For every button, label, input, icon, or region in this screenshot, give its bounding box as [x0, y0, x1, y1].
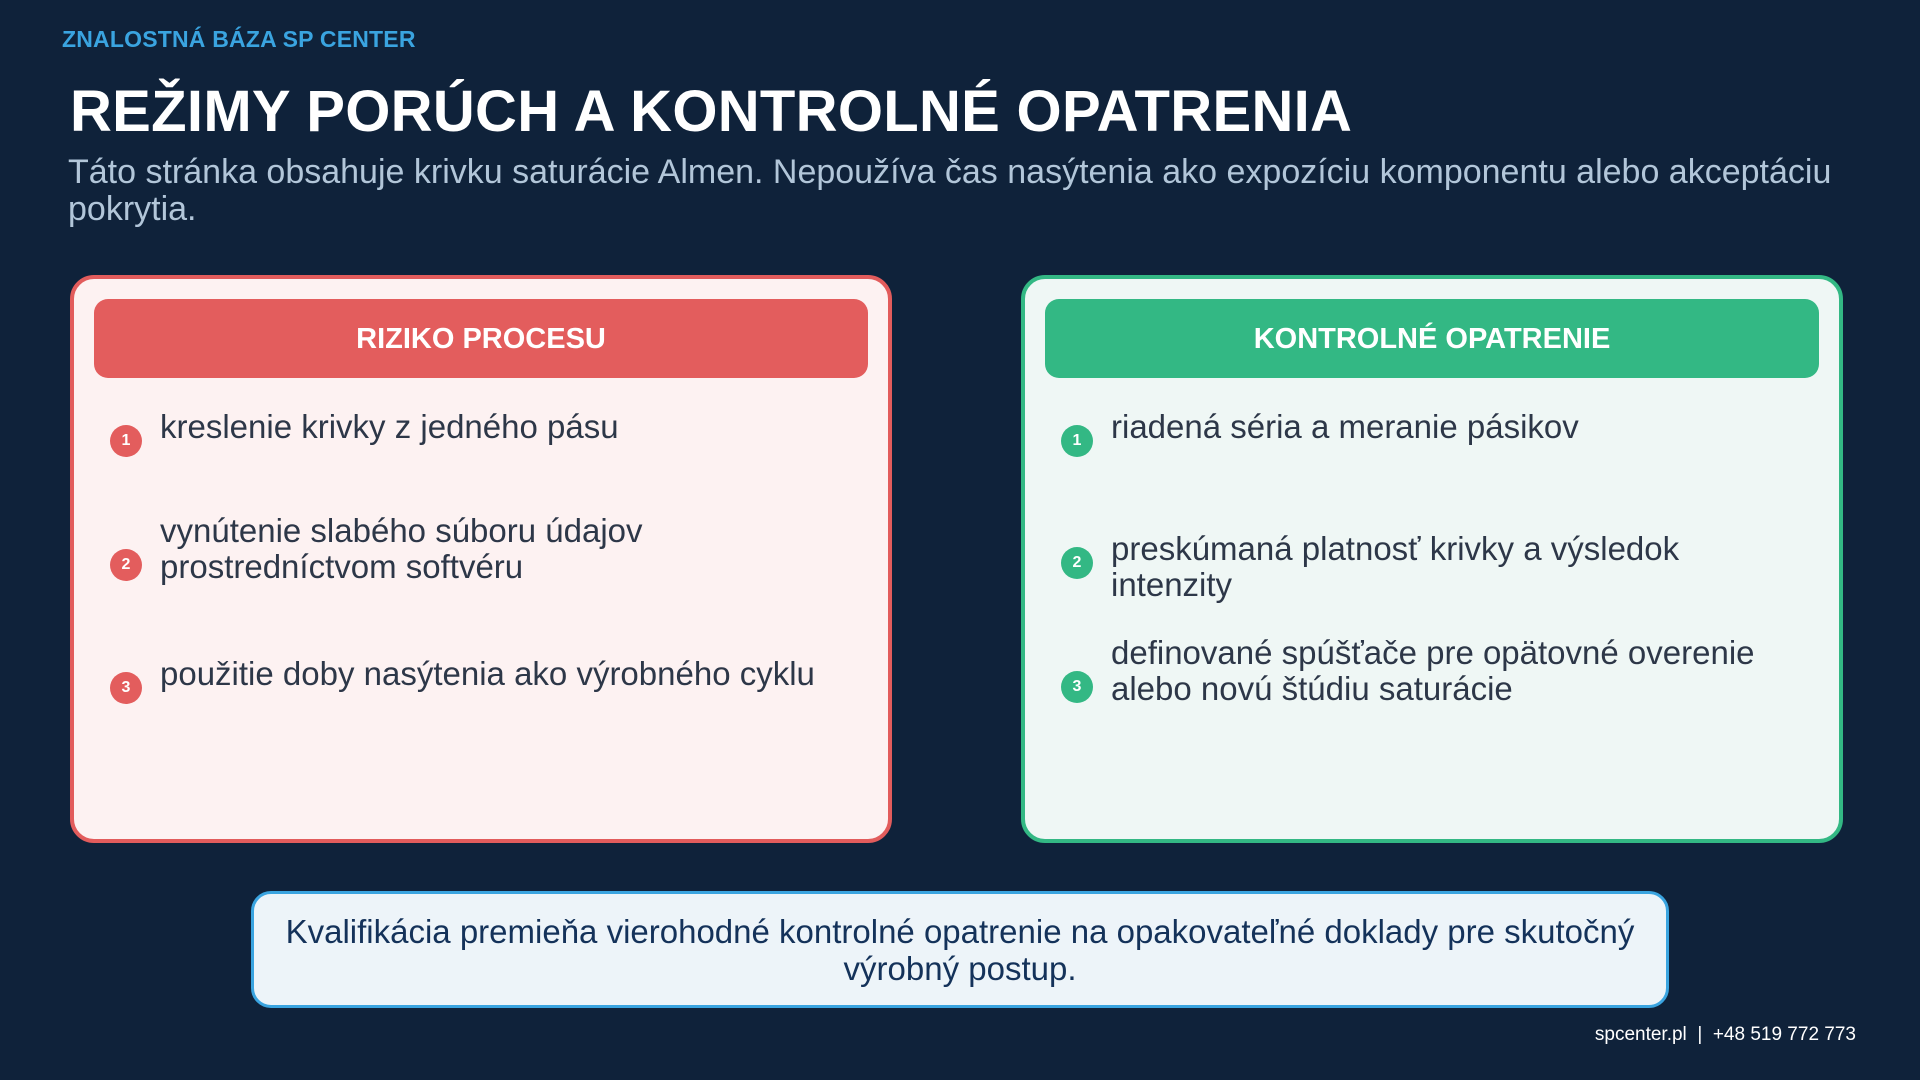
number-badge: 3 [1061, 671, 1093, 703]
control-item-text: definované spúšťače pre opätovné overenie alebo novú štúdiu saturácie [1111, 634, 1755, 707]
control-item-text: riadená séria a meranie pásikov [1111, 408, 1579, 445]
qualification-statement-text: Kvalifikácia premieňa vierohodné kontrolné opatrenie na opakovateľné doklady pre skutočný výrobný postup. [285, 912, 1635, 987]
control-card [1021, 275, 1843, 843]
number-badge: 1 [110, 425, 142, 457]
page-subtitle: Táto stránka obsahuje krivku saturácie Almen. Nepoužíva čas nasýtenia ako expozíciu komponentu alebo akceptáciu pokrytia. [68, 153, 1832, 228]
risk-card [70, 275, 892, 843]
page-title: REŽIMY PORÚCH A KONTROLNÉ OPATRENIA [70, 79, 1353, 144]
number-badge: 1 [1061, 425, 1093, 457]
qualification-statement [251, 891, 1669, 1008]
risk-item-text: kreslenie krivky z jedného pásu [160, 408, 619, 445]
control-item-text: preskúmaná platnosť krivky a výsledok intenzity [1111, 530, 1680, 603]
risk-item-text: vynútenie slabého súboru údajov prostredníctvom softvéru [160, 512, 643, 585]
risk-card-heading: RIZIKO PROCESU [94, 299, 868, 378]
control-card-heading: KONTROLNÉ OPATRENIE [1045, 299, 1819, 378]
risk-item-text: použitie doby nasýtenia ako výrobného cyklu [160, 655, 815, 692]
number-badge: 3 [110, 672, 142, 704]
number-badge: 2 [110, 549, 142, 581]
brand-kicker: ZNALOSTNÁ BÁZA SP CENTER [62, 26, 416, 52]
number-badge: 2 [1061, 547, 1093, 579]
contact-info: spcenter.pl | +48 519 772 773 [1594, 1024, 1856, 1045]
